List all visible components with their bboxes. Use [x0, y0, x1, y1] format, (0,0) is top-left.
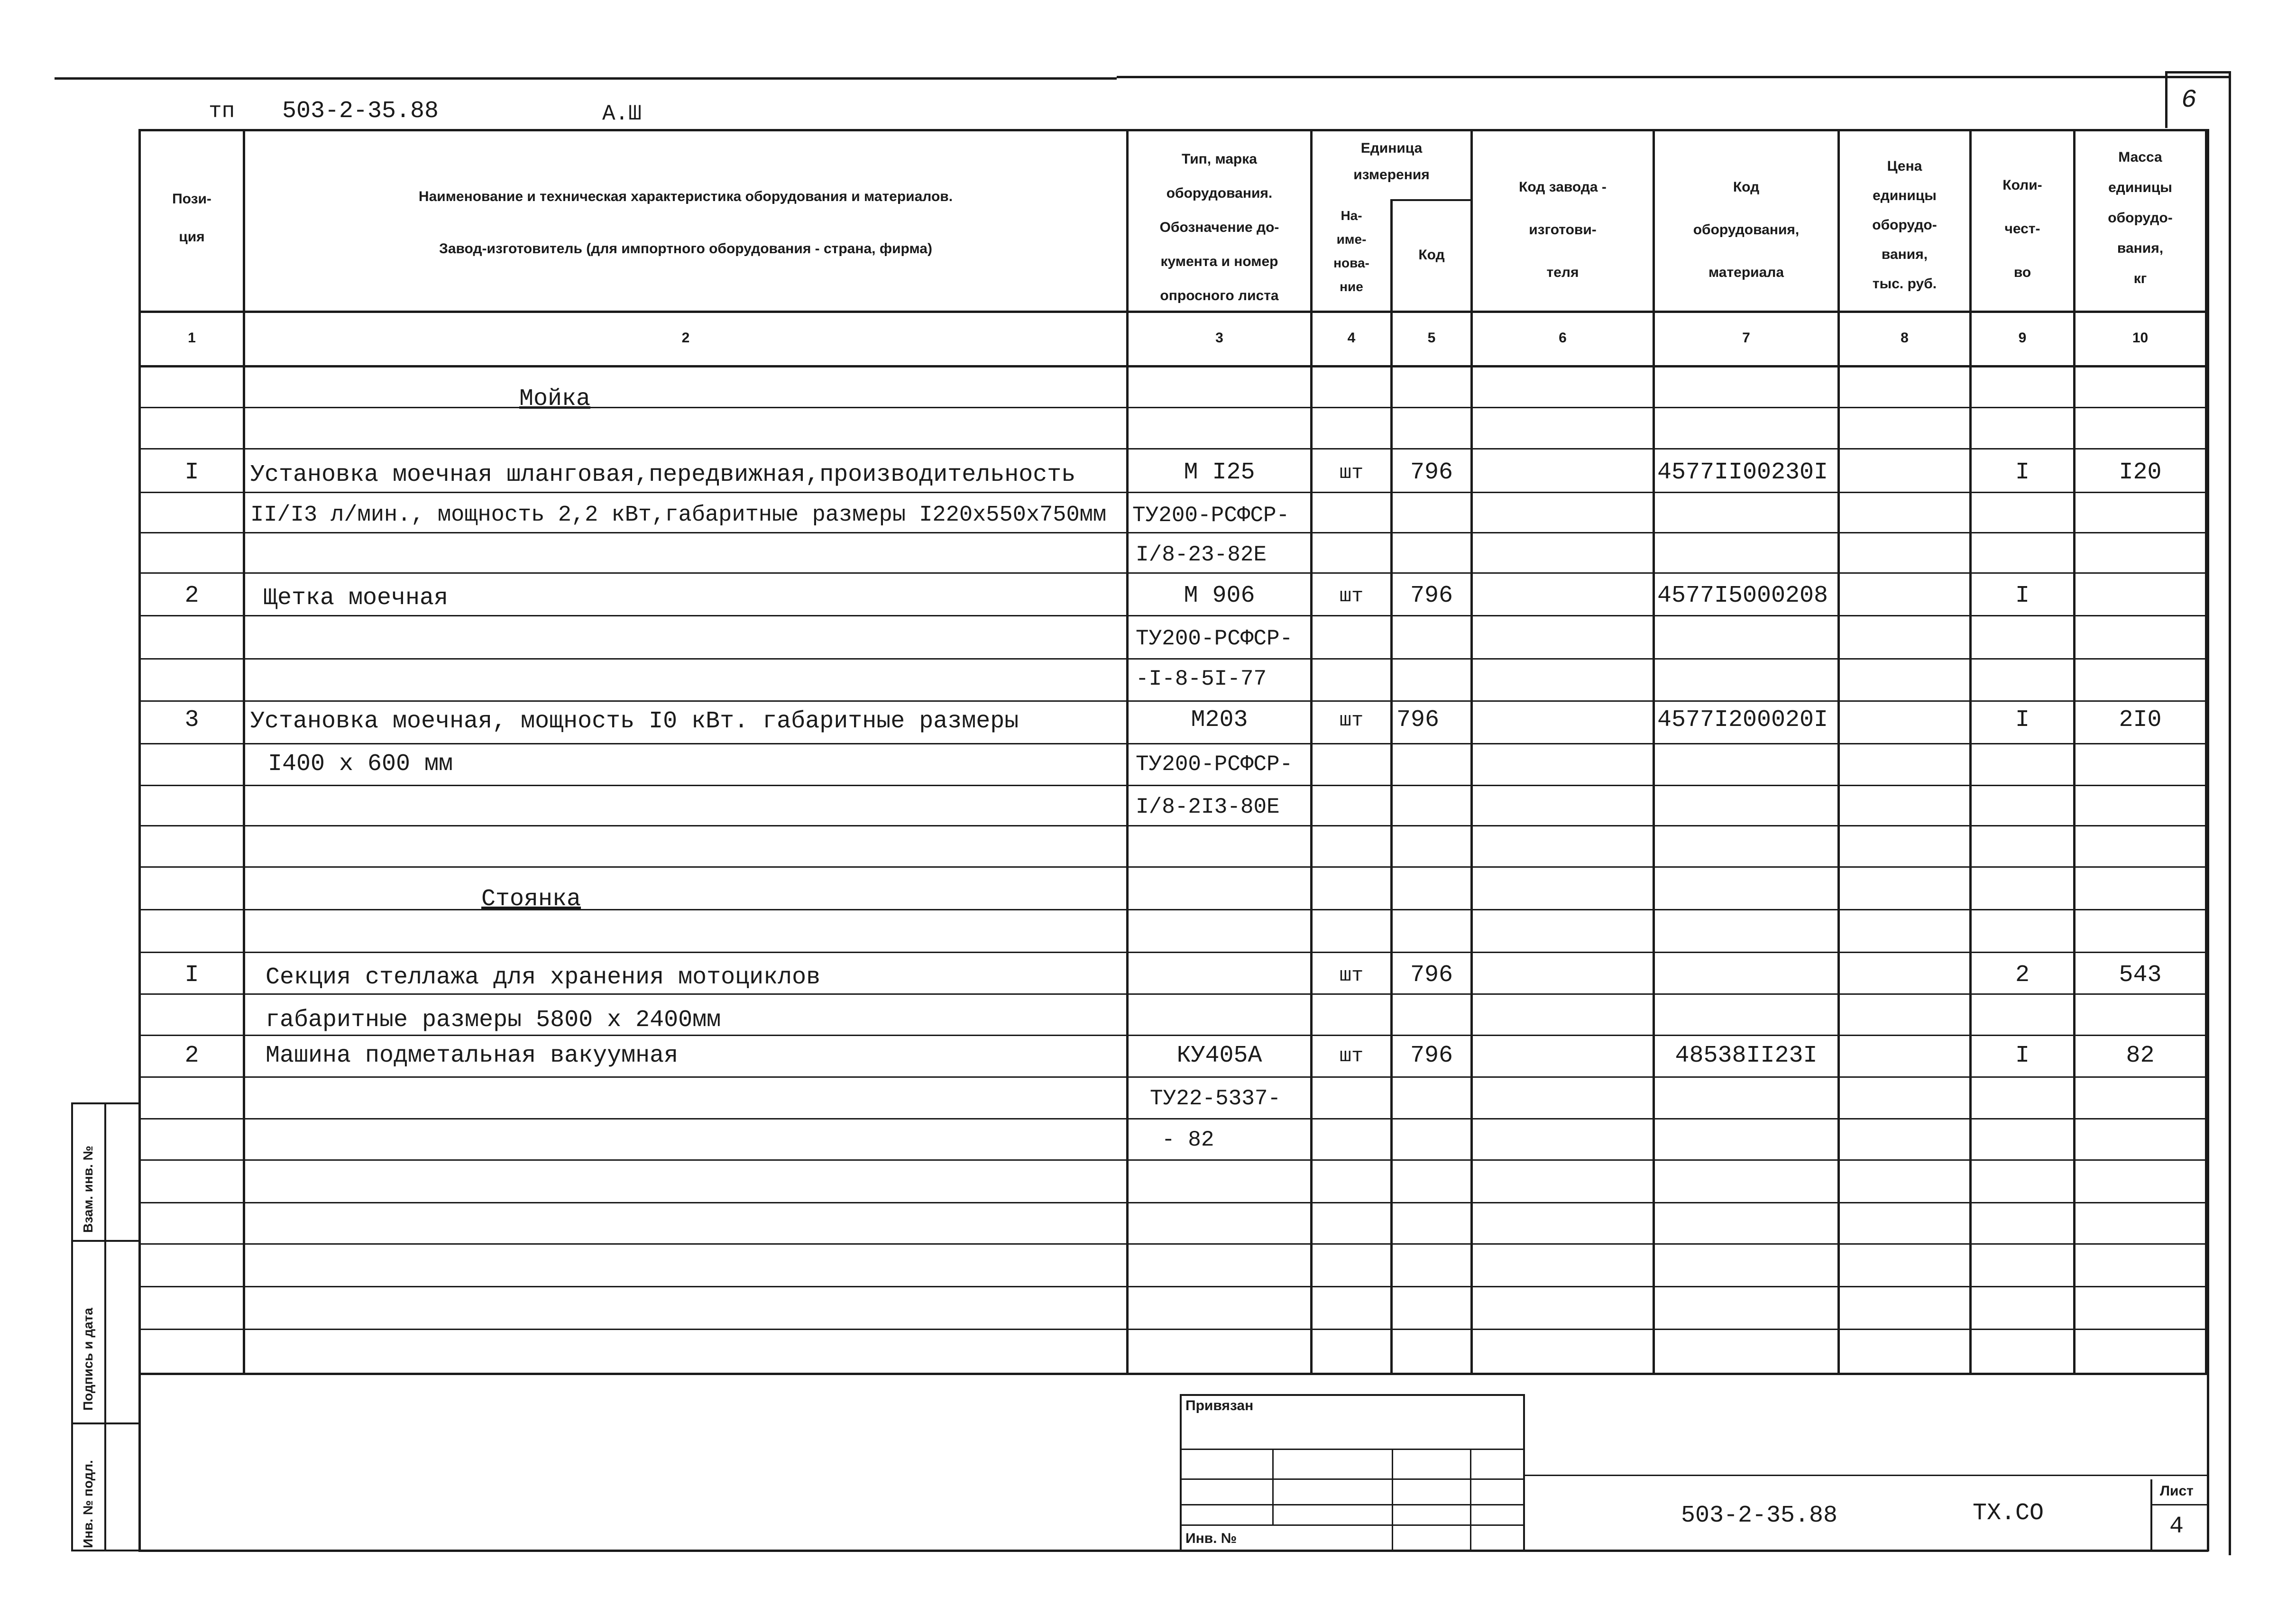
- col-line-7: [1837, 129, 1840, 1375]
- side-block-div-2: [71, 1422, 140, 1424]
- col-line-2: [1126, 129, 1129, 1375]
- colnum-8: 8: [1901, 330, 1909, 346]
- row-line: [138, 909, 2208, 910]
- col-line-5: [1470, 129, 1473, 1375]
- row-unit: шт: [1339, 461, 1364, 484]
- colnum-10: 10: [2132, 330, 2149, 346]
- stamp-inv: Инв. №: [1185, 1531, 1237, 1546]
- stamp-row-1: [1180, 1449, 1525, 1450]
- row-name: Секция стеллажа для хранения мотоциклов: [266, 964, 821, 991]
- row-name: II/I3 л/мин., мощность 2,2 кВт,габаритные размеры I220х550х750мм: [250, 503, 1107, 528]
- page-number: 6: [2181, 86, 2197, 115]
- table-body-bottom: [138, 1373, 2208, 1375]
- row-unit-code: 796: [1410, 459, 1453, 486]
- colnum-3: 3: [1215, 330, 1223, 346]
- section-title-washing: Мойка: [519, 385, 591, 413]
- row-line: [138, 952, 2208, 953]
- stamp-box-right: [1523, 1394, 1525, 1551]
- row-position: I: [184, 962, 199, 989]
- row-mass: I20: [2119, 459, 2162, 486]
- col-header-unit-code: Код: [1418, 247, 1445, 263]
- row-type: ТУ200-РСФСР-: [1136, 626, 1293, 651]
- row-line: [138, 1202, 2208, 1203]
- row-equipment-code: 4577II00230I: [1657, 459, 1828, 486]
- stamp-col-3: [1470, 1449, 1471, 1551]
- row-name: Установка моечная, мощность I0 кВт. габаритные размеры: [250, 708, 1019, 735]
- col-line-8: [1969, 129, 1972, 1375]
- colnum-1: 1: [188, 330, 196, 346]
- stamp-doc-code: 503-2-35.88: [1681, 1502, 1838, 1529]
- row-line: [138, 407, 2208, 408]
- row-name: габаритные размеры 5800 х 2400мм: [266, 1007, 721, 1034]
- section-title-parking: Стоянка: [481, 886, 581, 913]
- stamp-sheet-label: Лист: [2160, 1483, 2194, 1499]
- row-position: 3: [184, 706, 199, 734]
- col-header-factory-code: Код завода - изготови- теля: [1519, 179, 1607, 280]
- colnum-2: 2: [681, 330, 690, 346]
- side-label-podpis: Подпись и дата: [81, 1308, 95, 1411]
- row-mass: 543: [2119, 962, 2162, 989]
- row-type: КУ405А: [1176, 1042, 1262, 1069]
- colnum-9: 9: [2018, 330, 2027, 346]
- col-header-position: Пози- ция: [172, 191, 211, 245]
- side-block-top: [71, 1102, 140, 1104]
- row-quantity: I: [2015, 459, 2030, 486]
- top-rule-right: [1117, 76, 2229, 78]
- row-line: [138, 785, 2208, 786]
- table-bottom: [138, 1550, 2208, 1552]
- row-quantity: I: [2015, 1042, 2030, 1069]
- row-quantity: 2: [2015, 962, 2030, 989]
- row-type: ТУ200-РСФСР-: [1132, 503, 1290, 528]
- row-position: 2: [184, 582, 199, 609]
- sheet-box-left: [2150, 1479, 2152, 1551]
- col-line-9: [2073, 129, 2076, 1375]
- row-mass: 82: [2126, 1042, 2155, 1069]
- row-unit-code: 796: [1396, 706, 1440, 734]
- header-album: А.Ш: [602, 101, 642, 126]
- col-line-1: [243, 129, 245, 1375]
- header-prefix: тп: [209, 99, 235, 124]
- row-equipment-code: 4577I5000208: [1657, 582, 1828, 609]
- side-block-bottom: [71, 1550, 140, 1551]
- colnum-7: 7: [1742, 330, 1750, 346]
- col-header-unit-name: На- име- нова- ние: [1333, 208, 1369, 294]
- stamp-main-divider: [1525, 1475, 2208, 1476]
- row-type: -I-8-5I-77: [1136, 667, 1267, 691]
- header-project: 503-2-35.88: [282, 98, 439, 125]
- row-type: М203: [1191, 706, 1248, 734]
- page-number-box-top: [2165, 71, 2231, 73]
- row-type: ТУ200-РСФСР-: [1136, 752, 1293, 777]
- page-number-box-left: [2165, 71, 2167, 128]
- col-line-4: [1390, 199, 1393, 1375]
- row-unit-code: 796: [1410, 582, 1453, 609]
- row-line: [138, 1243, 2208, 1245]
- col-header-name: Наименование и техническая характеристика оборудования и материалов. Завод-изготовитель (для импортного оборудования - страна, фирма): [418, 189, 953, 257]
- side-label-inv-podl: Инв. № подл.: [81, 1460, 95, 1548]
- row-name: I400 х 600 мм: [268, 751, 453, 778]
- row-type: - 82: [1162, 1128, 1214, 1152]
- row-type: ТУ22-5337-: [1150, 1086, 1281, 1111]
- col-line-3: [1310, 199, 1313, 1375]
- row-unit-code: 796: [1410, 1042, 1453, 1069]
- row-quantity: I: [2015, 582, 2030, 609]
- row-unit: шт: [1339, 1045, 1364, 1067]
- side-block-mid: [104, 1102, 106, 1551]
- col-line-10: [2205, 129, 2207, 1375]
- row-type: I/8-2I3-80Е: [1136, 795, 1280, 819]
- colnum-6: 6: [1559, 330, 1567, 346]
- side-block-left: [71, 1102, 73, 1551]
- side-block-div-1: [71, 1240, 140, 1242]
- stamp-box-left: [1180, 1394, 1182, 1551]
- row-position: I: [184, 459, 199, 486]
- col-header-unit: Единица измерения: [1353, 140, 1430, 183]
- row-line: [138, 448, 2208, 450]
- col-header-mass: Масса единицы оборудо- вания, кг: [2108, 149, 2173, 286]
- row-name: Установка моечная шланговая,передвижная,производительность: [250, 461, 1076, 488]
- unit-split-line: [1390, 199, 1472, 201]
- col-header-equipment-code: Код оборудования, материала: [1693, 179, 1800, 280]
- row-position: 2: [184, 1042, 199, 1069]
- col-line-6: [1653, 129, 1655, 1375]
- page-number-box-right: [2229, 71, 2231, 1555]
- row-line: [138, 1286, 2208, 1287]
- row-unit-code: 796: [1410, 962, 1453, 989]
- col-header-quantity: Коли- чест- во: [2002, 177, 2042, 280]
- stamp-row-2: [1180, 1478, 1525, 1480]
- row-equipment-code: 48538II23I: [1675, 1042, 1818, 1069]
- stamp-doc-section: ТХ.СО: [1973, 1500, 2044, 1527]
- table-top: [138, 129, 2208, 131]
- stamp-col-2: [1392, 1449, 1393, 1551]
- stamp-row-4: [1180, 1524, 1525, 1526]
- colnum-4: 4: [1347, 330, 1356, 346]
- stamp-box-top: [1180, 1394, 1525, 1396]
- row-type: М 906: [1184, 582, 1255, 609]
- row-line: [138, 866, 2208, 868]
- row-unit: шт: [1339, 964, 1364, 987]
- row-name: Щетка моечная: [263, 585, 449, 612]
- colnum-5: 5: [1427, 330, 1436, 346]
- top-rule-left: [55, 77, 1117, 80]
- colnum-bottom: [138, 365, 2208, 367]
- row-type: М I25: [1184, 459, 1255, 486]
- row-unit: шт: [1339, 585, 1364, 607]
- col-header-price: Цена единицы оборудо- вания, тыс. руб.: [1872, 158, 1937, 292]
- row-equipment-code: 4577I200020I: [1657, 706, 1828, 734]
- stamp-row-3: [1180, 1504, 1525, 1505]
- side-label-vzam: Взам. инв. №: [81, 1146, 95, 1233]
- row-line: [138, 1329, 2208, 1330]
- row-type: I/8-23-82Е: [1136, 542, 1267, 567]
- row-unit: шт: [1339, 709, 1364, 732]
- row-mass: 2I0: [2119, 706, 2162, 734]
- col-header-type: Тип, марка оборудования. Обозначение до- кумента и номер опросного листа: [1159, 151, 1279, 303]
- stamp-col-1: [1272, 1449, 1274, 1524]
- row-line: [138, 1076, 2208, 1078]
- stamp-privyazan: Привязан: [1185, 1398, 1254, 1413]
- stamp-sheet-number: 4: [2169, 1513, 2184, 1540]
- row-name: Машина подметальная вакуумная: [266, 1042, 679, 1069]
- row-quantity: I: [2015, 706, 2030, 734]
- sheet-box-divider: [2150, 1504, 2208, 1505]
